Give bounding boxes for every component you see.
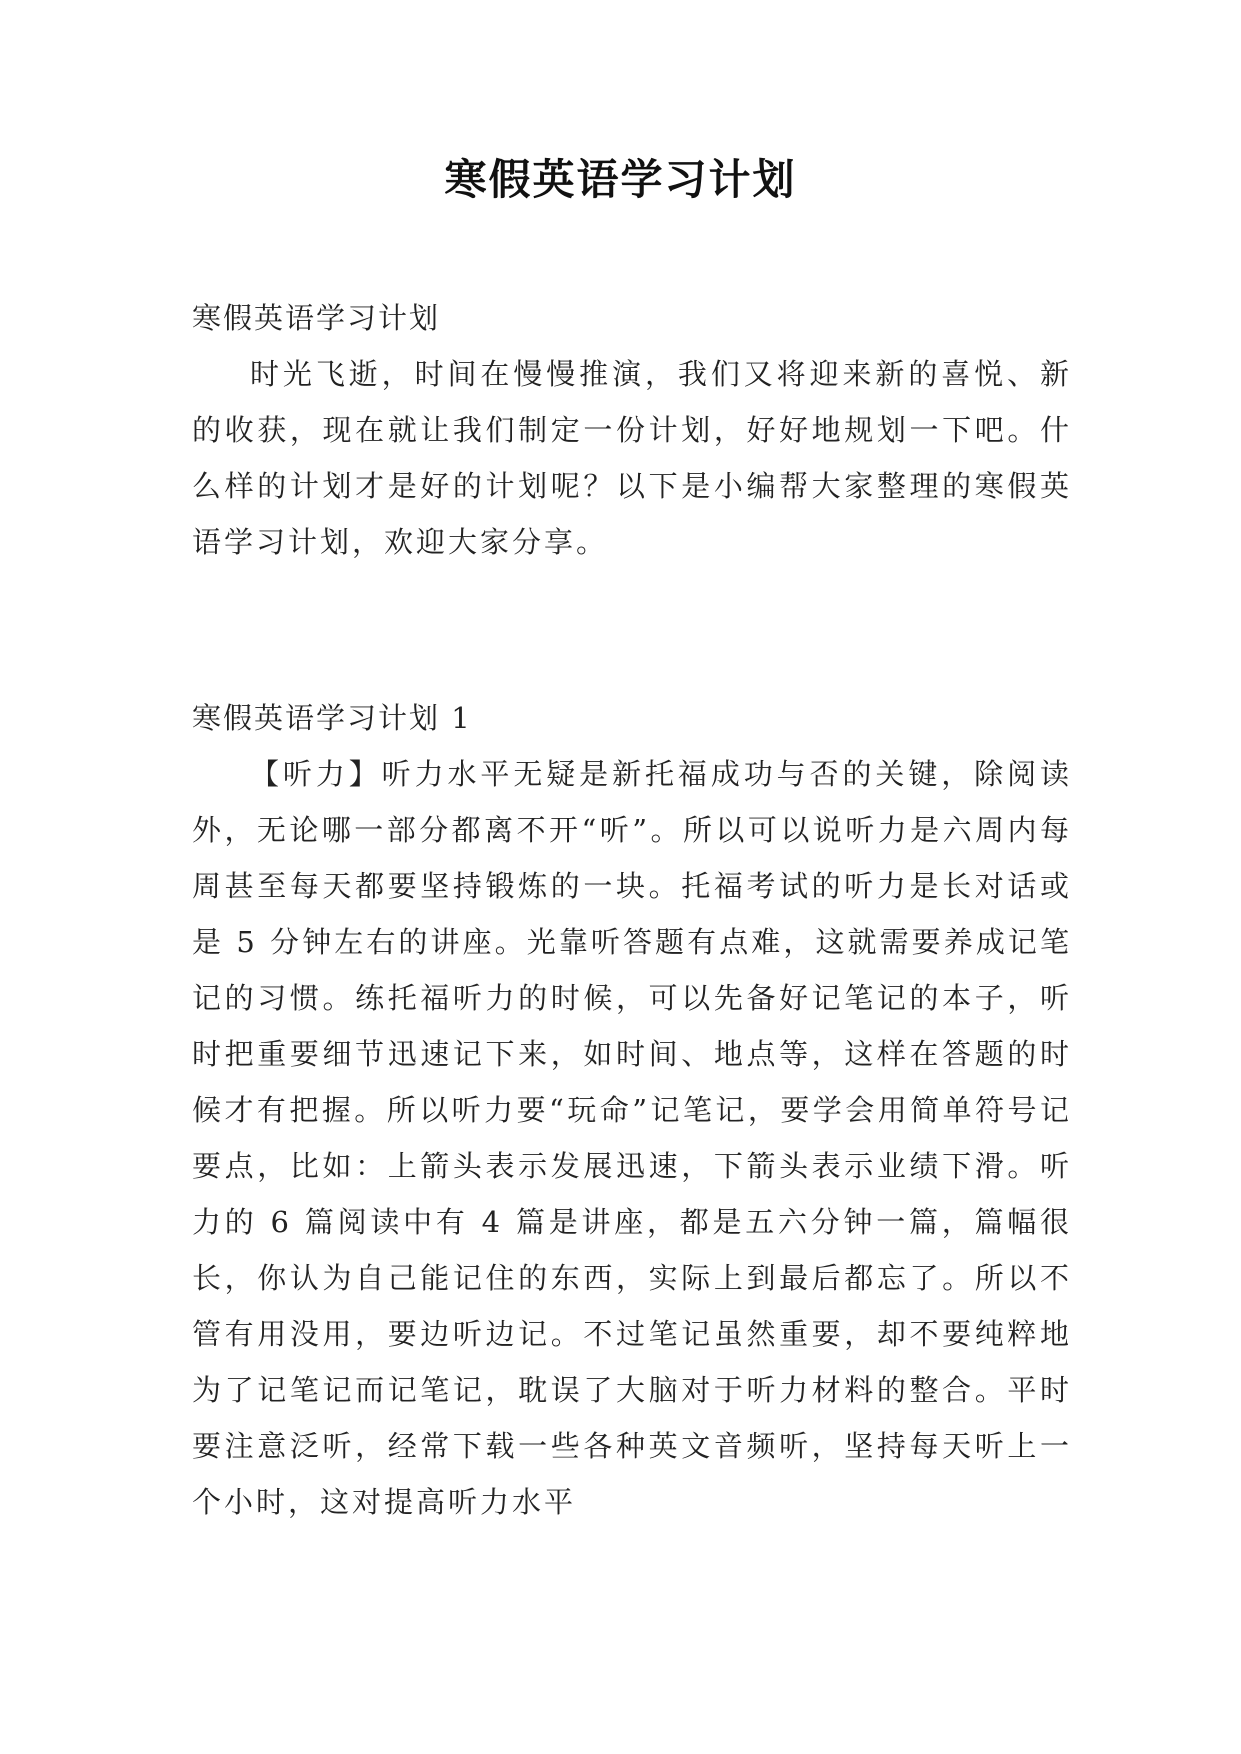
- document-title: 寒假英语学习计划: [444, 155, 797, 204]
- section-spacer: [192, 570, 1072, 690]
- document-body: [192, 290, 1072, 1530]
- section-1-paragraph: 【听力】听力水平无疑是新托福成功与否的关键，除阅读外，无论哪一部分都离不开“听”。所以可以说听力是六周内每周甚至每天都要坚持锻炼的一块。托福考试的听力是长对话或是 5 分钟左右的讲座。光靠听答题有点难，这就需要养成记笔记的习惯。练托福听力的时候，可以先备好记笔记的本子，听时把重要细节迅速记下来，如时间、地点等，这样在答题的时候才有把握。所以听力要“玩命”记笔记，要学会用简单符号记要点，比如：上箭头表示发展迅速，下箭头表示业绩下滑。听力的 6 篇阅读中有 4 篇是讲座，都是五六分钟一篇，篇幅很长，你认为自己能记住的东西，实际上到最后都忘了。所以不管有用没用，要边听边记。不过笔记虽然重要，却不要纯粹地为了记笔记而记笔记，耽误了大脑对于听力材料的整合。平时要注意泛听，经常下载一些各种英文音频听，坚持每天听上一个小时，这对提高听力水平: [192, 757, 1072, 1519]
- section-1-heading: 寒假英语学习计划 1: [192, 701, 472, 735]
- intro-paragraph: 时光飞逝，时间在慢慢推演，我们又将迎来新的喜悦、新的收获，现在就让我们制定一份计划，好好地规划一下吧。什么样的计划才是好的计划呢？以下是小编帮大家整理的寒假英语学习计划，欢迎大家分享。: [192, 357, 1072, 559]
- intro-heading: 寒假英语学习计划: [192, 301, 441, 335]
